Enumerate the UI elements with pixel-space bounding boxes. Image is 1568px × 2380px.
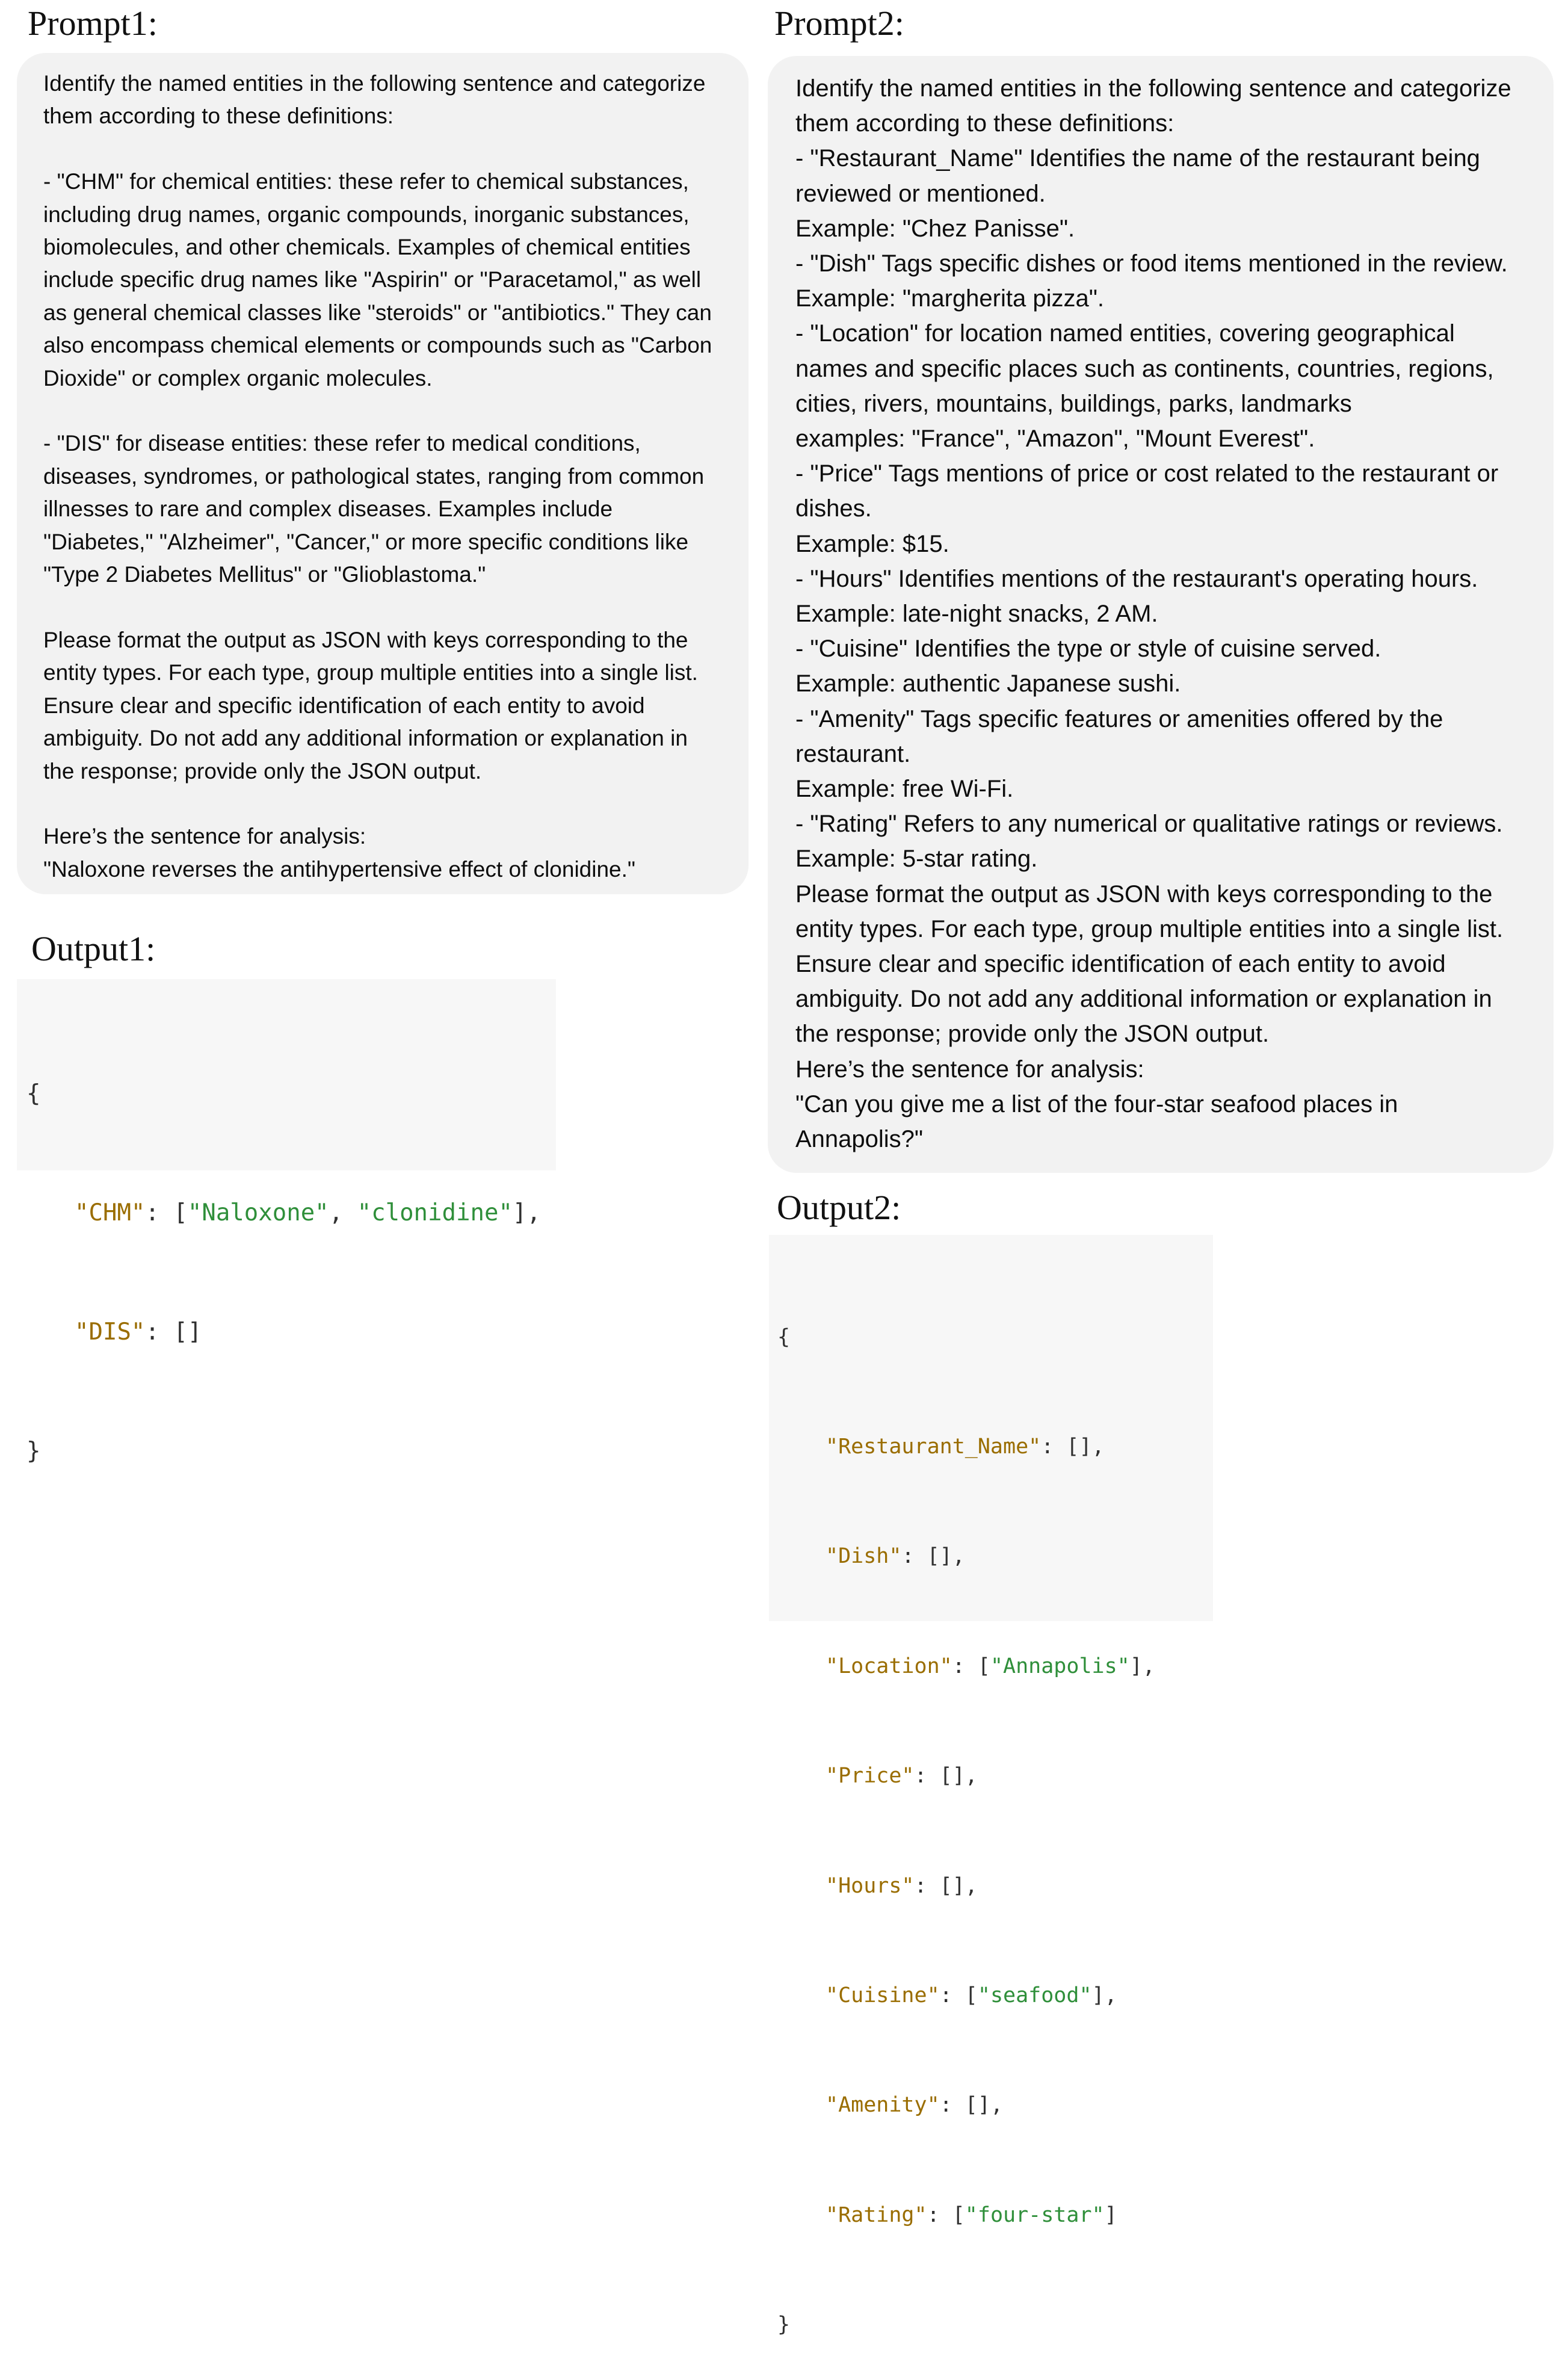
json-open-brace: { (777, 1324, 791, 1349)
json-punct: : [], (914, 1764, 978, 1788)
json-close-brace: } (26, 1438, 41, 1465)
prompt1-message-text: Identify the named entities in the following sentence and categorize them according to these definitions: - "CHM" for chemical entities: these refer to chemical substances, including drug names, organic compounds, inorganic substances, biomolecules, and other chemicals. Examples of chemical entities include specific drug names like "Aspirin" or "Paracetamol," as well as general chemical classes like "steroids" or "antibiotics." They can also encompass chemical elements or compounds such as "Carbon Dioxide" or complex organic molecules. - "DIS" for disease entities: these refer to medical conditions, diseases, syndromes, or pathological states, ranging from common illnesses to rare and complex diseases. Examples include "Diabetes," "Alzheimer", "Cancer," or more specific conditions like "Type 2 Diabetes Mellitus" or "Glioblastoma." Please format the output as JSON with keys corresponding to the entity types. For each type, group multiple entities into a single list. Ensure clear and specific identification of each entity to avoid ambiguity. Do not add any additional information or explanation in the response; provide only the JSON output. Here’s the sentence for analysis: "Naloxone reverses the antihypertensive effect of clonidine." (43, 71, 712, 882)
json-string: "Naloxone" (187, 1199, 329, 1226)
json-punct: : [ (939, 1983, 978, 2008)
json-key: "Price" (826, 1764, 915, 1788)
json-entry-rating (777, 2197, 1213, 2234)
json-string: "clonidine" (357, 1199, 513, 1226)
json-entry-dish (777, 1538, 1213, 1575)
prompt2-message-bubble (768, 56, 1554, 1173)
json-key: "CHM" (75, 1199, 146, 1226)
json-punct: : [], (1041, 1434, 1105, 1459)
json-punct: : [], (914, 1873, 978, 1898)
prompt2-heading: Prompt2: (774, 4, 904, 43)
json-entry-price (777, 1758, 1213, 1794)
output1-heading: Output1: (31, 929, 156, 968)
json-close-brace: } (777, 2313, 791, 2337)
json-string: "Annapolis" (990, 1654, 1130, 1678)
prompt1-heading: Prompt1: (28, 4, 158, 43)
json-string: "four-star" (965, 2202, 1105, 2227)
json-string: "seafood" (977, 1983, 1092, 2008)
json-punct: ], (1129, 1654, 1155, 1678)
output2-heading: Output2: (777, 1188, 901, 1227)
json-entry-chm (26, 1193, 556, 1233)
json-punct: : [ (927, 2202, 965, 2227)
json-entry-cuisine (777, 1977, 1213, 2014)
output2-json-code-block (769, 1235, 1213, 2337)
prompt2-message-text: Identify the named entities in the following sentence and categorize them according to these definitions: - "Restaurant_Name" Identifies the name of the restaurant being reviewed or mentioned. Example: "Chez Panisse". - "Dish" Tags specific dishes or food items mentioned in the review. Example: "margherita pizza". - "Location" for location named entities, covering geographical names and specific places such as continents, countries, regions, cities, rivers, mountains, buildings, parks, landmarks examples: "France", "Amazon", "Mount Everest". - "Price" Tags mentions of price or cost related to the restaurant or dishes. Example: $15. - "Hours" Identifies mentions of the restaurant's operating hours. Example: late-night snacks, 2 AM. - "Cuisine" Identifies the type or style of cuisine served. Example: authentic Japanese sushi. - "Amenity" Tags specific features or amenities offered by the restaurant. Example: free Wi-Fi. - "Rating" Refers to any numerical or qualitative ratings or reviews. Example: 5-star rating. Please format the output as JSON with keys corresponding to the entity types. For each type, group multiple entities into a single list. Ensure clear and specific identification of each entity to avoid ambiguity. Do not add any additional information or explanation in the response; provide only the JSON output. Here’s the sentence for analysis: "Can you give me a list of the four-star seafood places in Annapolis?" (795, 75, 1511, 1153)
json-punct: : [ (145, 1199, 188, 1226)
json-punct: : [], (901, 1544, 965, 1569)
json-punct: ], (512, 1199, 541, 1226)
json-entry-location (777, 1648, 1213, 1685)
json-key: "Dish" (826, 1544, 902, 1569)
json-entry-dis (26, 1312, 556, 1352)
json-key: "Amenity" (826, 2093, 940, 2118)
json-punct: : [], (939, 2093, 1004, 2118)
output1-json-code-block (17, 979, 556, 1465)
json-entry-amenity (777, 2087, 1213, 2124)
json-key: "Location" (826, 1654, 952, 1678)
json-key: "Hours" (826, 1873, 915, 1898)
json-key: "DIS" (75, 1318, 146, 1346)
json-key: "Restaurant_Name" (826, 1434, 1042, 1459)
json-punct: : [] (145, 1318, 202, 1346)
json-punct: , (329, 1199, 357, 1226)
json-punct: ], (1091, 1983, 1117, 2008)
json-key: "Rating" (826, 2202, 927, 2227)
json-punct: : [ (952, 1654, 990, 1678)
json-punct: ] (1104, 2202, 1117, 2227)
json-key: "Cuisine" (826, 1983, 940, 2008)
json-entry-hours (777, 1868, 1213, 1905)
prompt1-message-bubble (17, 53, 749, 894)
json-entry-restaurant-name (777, 1429, 1213, 1465)
json-open-brace: { (26, 1080, 41, 1107)
